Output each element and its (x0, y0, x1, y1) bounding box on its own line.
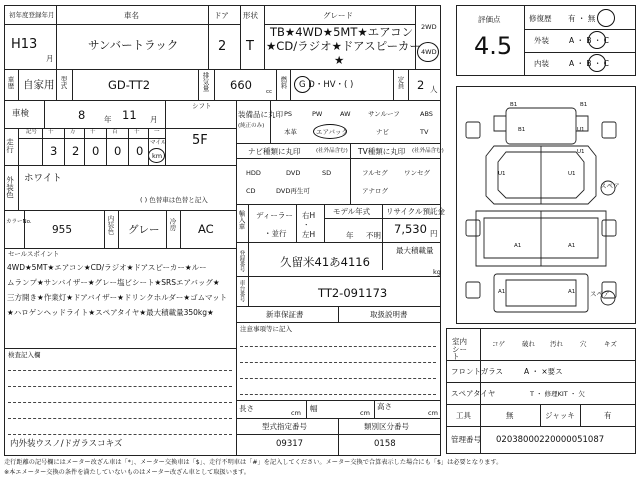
seat-option: コゲ (492, 340, 505, 348)
seat-label: 室内シート (452, 337, 467, 361)
spare2-label: スペア (590, 290, 610, 298)
model-year-label: モデル年式 (333, 207, 371, 216)
chassis-label: 車台番号 (238, 280, 245, 302)
navi-item: SD (322, 169, 332, 177)
selling-points-label: セールスポイント (8, 250, 60, 258)
glass-options: A ・ ×要ス (524, 367, 563, 376)
handle-label: 右H (302, 211, 316, 220)
interior-circle (588, 54, 606, 72)
handle-sep: ・ (303, 221, 310, 229)
selling-point-line: ムランプ★サンバイザー★グレー塩ビシート★SRSエアバッグ★ (7, 278, 220, 287)
equipment-item: TV (420, 128, 429, 136)
car-name-label: 車名 (124, 11, 139, 20)
interior-color-label: 内装色 (106, 215, 115, 235)
import-value2: ・並行 (264, 229, 287, 238)
interior-options: A ・ B ・ C (569, 59, 610, 68)
recycle-unit: 円 (430, 229, 438, 238)
glass-label: フロントガラス (451, 367, 504, 376)
repair-circle (597, 9, 615, 27)
seat-option: キズ (604, 340, 617, 348)
grade-line2: ★CD/ラジオ★ドアスピーカー (266, 39, 421, 53)
airbag-circle (313, 124, 347, 139)
exterior-options: A ・ B ・ C (569, 36, 610, 45)
door-label: ドア (214, 11, 229, 20)
digit-label: 万 (70, 129, 76, 135)
equipment-label: 装備品に丸印 (238, 110, 283, 119)
fuel-label: 燃料 (279, 76, 288, 89)
digit-label: 十 (48, 129, 54, 135)
diagram-label: A1 (498, 289, 506, 295)
diagram-label: B1 (580, 102, 588, 108)
exterior-circle (588, 31, 606, 49)
digit-value: 0 (136, 144, 144, 158)
category-no-label: 類別区分番号 (364, 422, 409, 431)
inspector-note: 内外装ウスノ/ドガラスコキズ (10, 439, 123, 449)
color-no-label: カラーNo. (6, 219, 32, 225)
footer-line1: 走行距離の記号欄にはメーター改ざん車は「*」、メーター交換車は「$」、走行不明車は「#」を記入してください。メーター交換で合算表示した場合にも「$」は必要となります。 (4, 459, 503, 466)
selling-point-line: ★ハロゲンヘッドライト★スペアタイヤ★最大積載量350kg★ (7, 308, 214, 317)
door-value: 2 (218, 39, 227, 54)
height-label: 高さ (377, 402, 392, 411)
digit-value: 3 (50, 144, 58, 158)
equipment-item: AW (340, 110, 351, 118)
usage-value: 自家用 (23, 79, 55, 91)
diagram-label: A1 (514, 243, 522, 249)
interior-color-value: グレー (128, 224, 160, 236)
inspection-year-unit: 年 (104, 115, 112, 124)
inspection-label: 車検 (12, 109, 30, 119)
shape-value: T (246, 39, 254, 54)
digit-value: 2 (72, 144, 80, 158)
model-year-unknown: 不明 (366, 231, 381, 240)
grade-label: グレード (323, 11, 353, 20)
navi-sub: (社外品含む) (316, 148, 348, 154)
equipment-item: ナビ (376, 128, 389, 136)
length-unit: cm (291, 409, 301, 417)
inspection-year: 8 (78, 108, 86, 122)
ac-value: AC (198, 222, 214, 236)
selling-point-line: 4WD★5MT★エアコン★CD/ラジオ★ドアスピーカー★ルー (7, 263, 207, 272)
shift-label: シフト (192, 102, 212, 110)
digit-label: 十 (134, 129, 140, 135)
color-value: ホワイト (24, 173, 62, 184)
shift-value: 5F (192, 133, 208, 148)
grade-line3: ★ (334, 53, 345, 67)
fuel-options: G D・HV・( ) (299, 80, 354, 90)
first-reg-label: 初年度登録年月 (9, 11, 55, 19)
tv-item: ワンセグ (404, 169, 430, 177)
spare-label: スペア (600, 182, 620, 190)
color-label: 外装色 (5, 176, 15, 199)
model-year-year: 年 (346, 231, 354, 240)
spare-tire-options: T ・ 修理KIT ・ 欠 (530, 390, 585, 398)
manual-label: 取扱説明書 (370, 310, 408, 319)
exterior-label: 外装 (534, 36, 549, 45)
capacity-label: 定員 (396, 76, 405, 89)
inspection-month: 11 (122, 108, 137, 122)
color-no-value: 955 (52, 224, 73, 236)
score-label: 評価点 (478, 15, 501, 24)
drive-2wd: 2WD (421, 23, 437, 31)
digit-label: 記号 (26, 129, 38, 135)
usage-label: 車歴 (6, 76, 15, 89)
handle-value2: 左H (302, 230, 316, 239)
vehicle-diagram (456, 86, 636, 324)
diagram-label: U1 (498, 171, 506, 177)
diagram-label: B1 (510, 102, 518, 108)
category-no-value: 0158 (374, 439, 396, 449)
digit-label: 一 (154, 129, 160, 135)
diagram-label: U1 (577, 127, 585, 133)
import-value1: ディーラー (256, 211, 293, 220)
repair-label: 修復歴 (529, 14, 552, 23)
length-label: 長さ (239, 404, 254, 413)
displacement-value: 660 (230, 78, 252, 92)
navi-item: CD (246, 187, 256, 195)
type-no-value: 09317 (276, 439, 304, 449)
seat-option: 破れ (522, 340, 535, 348)
jack-value: 有 (604, 411, 612, 420)
selling-point-line: 三方開き★作業灯★ドアバイザー★ドリンクホルダー★ゴムマット (7, 293, 228, 302)
type-no-label: 型式指定番号 (262, 422, 307, 431)
width-unit: cm (360, 409, 370, 417)
reg-number-label: 登録番号 (238, 250, 245, 272)
inspection-month-unit: 月 (150, 115, 158, 124)
digit-label: 百 (112, 129, 118, 135)
diagram-label: A1 (568, 243, 576, 249)
max-load-label: 最大積載量 (396, 246, 434, 255)
width-label: 幅 (310, 404, 318, 413)
tools-value: 無 (506, 411, 514, 420)
manage-label: 管理番号 (451, 435, 481, 444)
interior-label: 内装 (534, 59, 549, 68)
digit-label: 千 (90, 129, 96, 135)
jack-label: ジャッキ (545, 411, 575, 420)
spare-tire-label: スペアタイヤ (451, 389, 496, 398)
drive-4wd: 4WD (421, 48, 437, 56)
diagram-label: B1 (518, 127, 526, 133)
equipment-sublabel: (純正のみ) (238, 123, 265, 129)
equipment-item: PS (284, 110, 293, 118)
mileage-label: 走行 (5, 138, 15, 153)
color-note: ( ) 色替車は色替と記入 (140, 196, 208, 204)
model-label: 型式 (59, 76, 68, 89)
max-load-unit: kg (433, 268, 441, 276)
warranty-label: 新車保証書 (266, 310, 304, 319)
tv-sub: (社外品含む) (412, 148, 444, 154)
drive-4wd-circle (417, 42, 439, 62)
equipment-item: 本革 (284, 128, 297, 136)
unit-km: km (152, 152, 163, 160)
car-name: サンバートラック (88, 38, 179, 52)
digit-value: 0 (114, 144, 122, 158)
navi-item: DVD再生可 (276, 187, 310, 195)
first-reg-month: 月 (46, 54, 54, 63)
reg-number-value: 久留米41あ4116 (280, 255, 370, 269)
tv-label: TV種類に丸印 (358, 147, 406, 156)
ac-label: 冷房 (168, 218, 177, 231)
seat-option: 汚れ (550, 340, 563, 348)
equipment-item: PW (312, 110, 323, 118)
capacity-value: 2 (417, 78, 425, 92)
tv-item: アナログ (362, 187, 388, 195)
navi-item: HDD (246, 169, 261, 177)
unit-km-circle (148, 148, 165, 163)
navi-label: ナビ種類に丸印 (248, 147, 301, 156)
tv-item: フルセグ (362, 169, 388, 177)
recycle-label: リサイクル預託金 (386, 207, 445, 216)
shape-label: 形状 (243, 11, 258, 20)
capacity-unit: 人 (430, 85, 438, 94)
notes-label: 注意事項等に記入 (240, 325, 292, 333)
diagram-label: U1 (577, 149, 585, 155)
model-value: GD-TT2 (108, 78, 151, 92)
diagram-label: U1 (568, 171, 576, 177)
seat-option: 穴 (580, 340, 587, 348)
navi-item: DVD (286, 169, 301, 177)
displacement-unit: cc (266, 89, 273, 95)
digit-value: 0 (92, 144, 100, 158)
repair-options: 有 ・ 無 (568, 14, 596, 23)
manage-value: 02038000220000051087 (496, 435, 605, 445)
first-reg-value: H13 (11, 37, 38, 52)
fuel-selected-circle (294, 76, 311, 93)
score-value: 4.5 (474, 32, 513, 60)
unit-mile: マイル (150, 140, 167, 146)
diagram-label: A1 (568, 289, 576, 295)
grade-line1: TB★4WD★5MT★エアコン (270, 25, 414, 39)
height-unit: cm (428, 409, 438, 417)
displacement-label: 排気量 (201, 72, 210, 92)
chassis-value: TT2-091173 (318, 286, 388, 300)
import-label: 輸入車 (237, 210, 246, 230)
tools-label: 工具 (456, 411, 471, 420)
footer-line2: ※本エメーター交換の条件を満たしていないものはメーター改ざん車として取扱います。 (4, 469, 250, 476)
inspector-label: 検査記入欄 (8, 351, 41, 359)
equipment-item: ABS (420, 110, 433, 118)
equipment-item: サンルーフ (368, 110, 400, 118)
equipment-item: エアバック (316, 128, 348, 136)
recycle-value: 7,530 (394, 222, 427, 236)
